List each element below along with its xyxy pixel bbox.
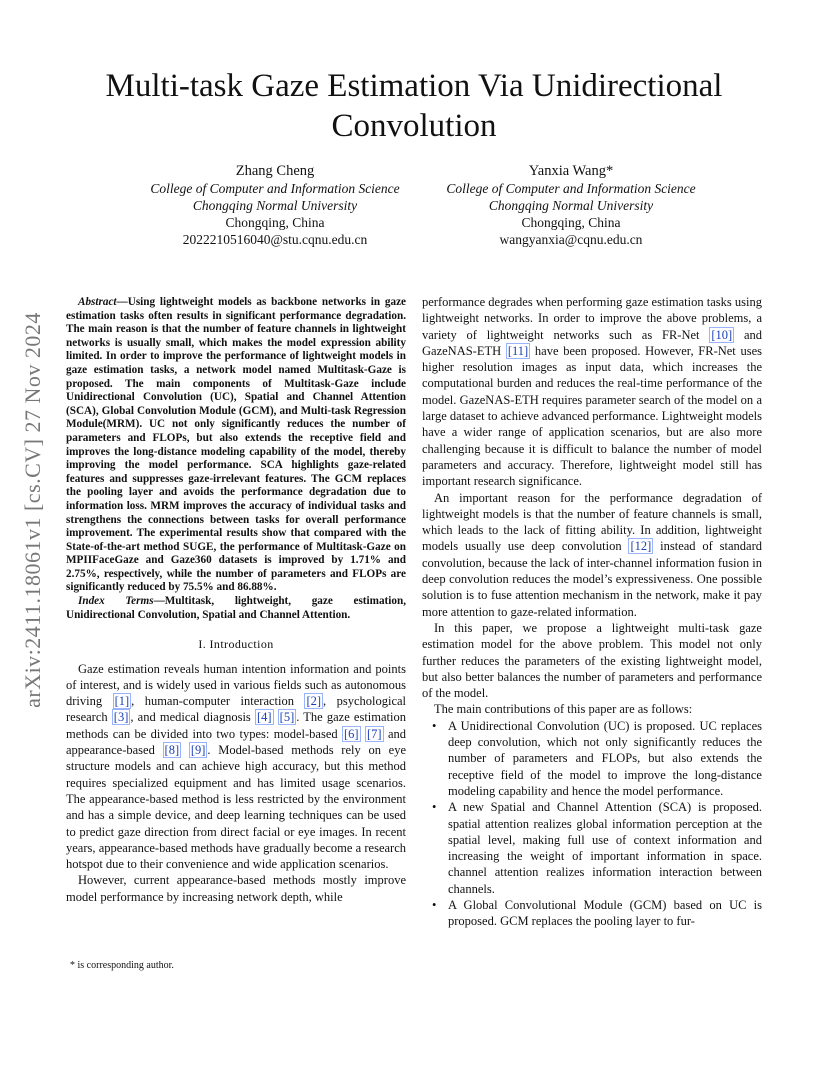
- author-location: Chongqing, China: [521, 215, 621, 230]
- list-item-text: A Global Convolutional Module (GCM) based on UC is proposed. GCM replaces the pooling layer to fur-: [448, 897, 762, 929]
- body-text: performance degrades when performing gaze estimation tasks using lightweight networks. In order to improve the above problems, a variety of lightweight networks such as FR-Net: [422, 295, 762, 342]
- list-item-text: A new Spatial and Channel Attention (SCA) is proposed. spatial attention realizes global information perception at the spatial level, making full use of context information and increasing the weight of important information in space. channel attention realizes information interaction between channels.: [448, 800, 762, 896]
- index-terms-text: —Multitask, lightweight, gaze estimation, Unidirectional Convolution, Spatial and Channel Attention.: [66, 595, 406, 621]
- arxiv-identifier: arXiv:2411.18061v1 [cs.CV] 27 Nov 2024: [20, 312, 45, 708]
- body-text: Gaze estimation reveals human intention information and points of interest, and is widely used in various fields such as autonomous driving: [66, 661, 406, 709]
- body-text: , and medical diagnosis: [130, 710, 255, 725]
- body-paragraph: [422, 294, 762, 490]
- body-text: , human-computer interaction: [131, 694, 305, 709]
- body-text: An important reason for the performance degradation of lightweight models is that the number of feature channels is small, which leads to the lack of fitting ability. In addition, lightweight models usually use deep convolution: [422, 490, 762, 554]
- citation-link[interactable]: [4]: [256, 710, 272, 725]
- footnote: * is corresponding author.: [70, 960, 174, 971]
- citation-link[interactable]: [11]: [507, 343, 529, 358]
- list-item-text: A Unidirectional Convolution (UC) is proposed. UC replaces deep convolution, which not only significantly reduces the number of parameters and FLOPs, but also extends the receptive field of the model to improve the long-distance modeling capability and hence the model performance.: [448, 718, 762, 798]
- citation-link[interactable]: [6]: [344, 726, 359, 741]
- citation-link[interactable]: [3]: [113, 710, 129, 725]
- author-affiliation: College of Computer and Information Science: [446, 181, 696, 196]
- right-column: [422, 294, 762, 930]
- author-affiliation: College of Computer and Information Science: [150, 181, 400, 196]
- intro-paragraph: [66, 661, 406, 873]
- citation-link[interactable]: [2]: [306, 694, 322, 709]
- author-email: wangyanxia@cqnu.edu.cn: [499, 232, 643, 247]
- body-paragraph: In this paper, we propose a lightweight multi-task gaze estimation model for the above problem. This model not only further reduces the parameters of the existing lightweight model, but also better balances the number of parameters and performance of the model.: [422, 620, 762, 701]
- index-terms: [66, 595, 406, 622]
- abstract-text: —Using lightweight models as backbone networks in gaze estimation tasks often results in significant performance degradation. The main reason is that the number of feature channels in lightweight networks is usually small, which makes the model expression ability limited. In order to improve the performance of lightweight models in gaze estimation tasks, a network model named Multitask-Gaze is proposed. The main components of Multitask-Gaze include Unidirectional Convolution (UC), Spatial and Channel Attention (SCA), Global Convolution Module (GCM), and Multi-task Regression Module(MRM). UC not only significantly reduces the number of parameters and FLOPs, but also extends the receptive field and improves the long-distance modeling capability of the model, thereby improving the model performance. SCA highlights gaze-related features and suppresses gaze-irrelevant features. The GCM replaces the pooling layer and avoids the performance degradation due to information loss. MRM improves the accuracy of individual tasks and strengthens the connections between tasks for overall performance improvement. The experimental results show that compared with the State-of-the-art method SUGE, the performance of Multitask-Gaze on MPIIFaceGaze and Gaze360 datasets is improved by 1.71% and 2.75%, respectively, while the number of parameters and FLOPs are significantly reduced by 75.5% and 86.88%.: [66, 296, 406, 594]
- author-block-1: [115, 163, 435, 248]
- list-item: [422, 718, 762, 799]
- author-university: Chongqing Normal University: [488, 198, 654, 213]
- body-text: instead of standard convolution, because the lack of inter-channel information fusion in deep convolution reduces the model’s expressiveness. One possible solution is to fuse attention mechanism in the network, make it pay more attention to gaze-related information.: [422, 539, 762, 619]
- author-block-2: [411, 163, 731, 248]
- bullet-icon: •: [432, 718, 437, 733]
- author-location: Chongqing, China: [225, 215, 325, 230]
- body-text: , psychological research: [66, 694, 407, 725]
- left-column: [66, 296, 406, 905]
- body-text: and appearance-based: [66, 726, 406, 758]
- contributions-list: [422, 718, 762, 930]
- bullet-icon: •: [432, 800, 437, 815]
- citation-link[interactable]: [8]: [164, 743, 180, 758]
- body-text: and GazeNAS-ETH: [422, 327, 762, 358]
- body-text: have been proposed. However, FR-Net uses higher resolution images as input data, which increases the computational burden and reduces the real-time performance of the model. GazeNAS-ETH requires parameter search of the model on a large dataset to achieve advanced performance. Lightweight models have a wider range of application scenarios, but are also more challenging because it is difficult to balance the number of model parameters and accuracy. Therefore, lightweight model still has important research significance.: [422, 343, 763, 489]
- author-name: Zhang Cheng: [235, 163, 315, 179]
- citation-link[interactable]: [12]: [630, 539, 652, 554]
- section-heading-introduction: I. Introduction: [198, 637, 274, 652]
- author-university: Chongqing Normal University: [192, 198, 358, 213]
- abstract-label: Abstract: [78, 296, 117, 308]
- list-item: [422, 799, 762, 897]
- arxiv-sidebar-stamp: [10, 280, 56, 740]
- paper-title: Multi-task Gaze Estimation Via Unidirectional Convolution: [105, 68, 723, 144]
- body-text: . The gaze estimation methods can be divided into two types: model-based: [66, 710, 407, 741]
- bullet-icon: •: [432, 897, 437, 912]
- citation-link[interactable]: [5]: [279, 710, 295, 725]
- index-terms-label: Index Terms: [78, 595, 154, 608]
- author-name: Yanxia Wang*: [528, 163, 614, 179]
- body-text: . Model-based methods rely on eye structure models and can achieve high accuracy, but this method requires specialized equipment and has limited usage scenarios. The appearance-based method is less restricted by the environment and has a simple device, and deep learning techniques can be used to predict gaze direction from direct facial or eye images. In recent years, appearance-based methods have gradually become a research hotspot due to their convenience and wide application scenarios.: [66, 743, 407, 872]
- body-paragraph: [422, 490, 762, 620]
- citation-link[interactable]: [9]: [190, 743, 206, 758]
- list-item: [422, 897, 762, 930]
- abstract: [66, 296, 406, 595]
- citation-link[interactable]: [10]: [711, 327, 733, 342]
- citation-link[interactable]: [7]: [366, 726, 382, 741]
- body-text: [181, 743, 189, 757]
- intro-paragraph: However, current appearance-based methods mostly improve model performance by increasing network depth, while: [66, 873, 406, 904]
- author-email: 2022210516040@stu.cqnu.edu.cn: [182, 232, 368, 247]
- citation-link[interactable]: [1]: [114, 694, 130, 709]
- body-paragraph: The main contributions of this paper are as follows:: [434, 702, 693, 717]
